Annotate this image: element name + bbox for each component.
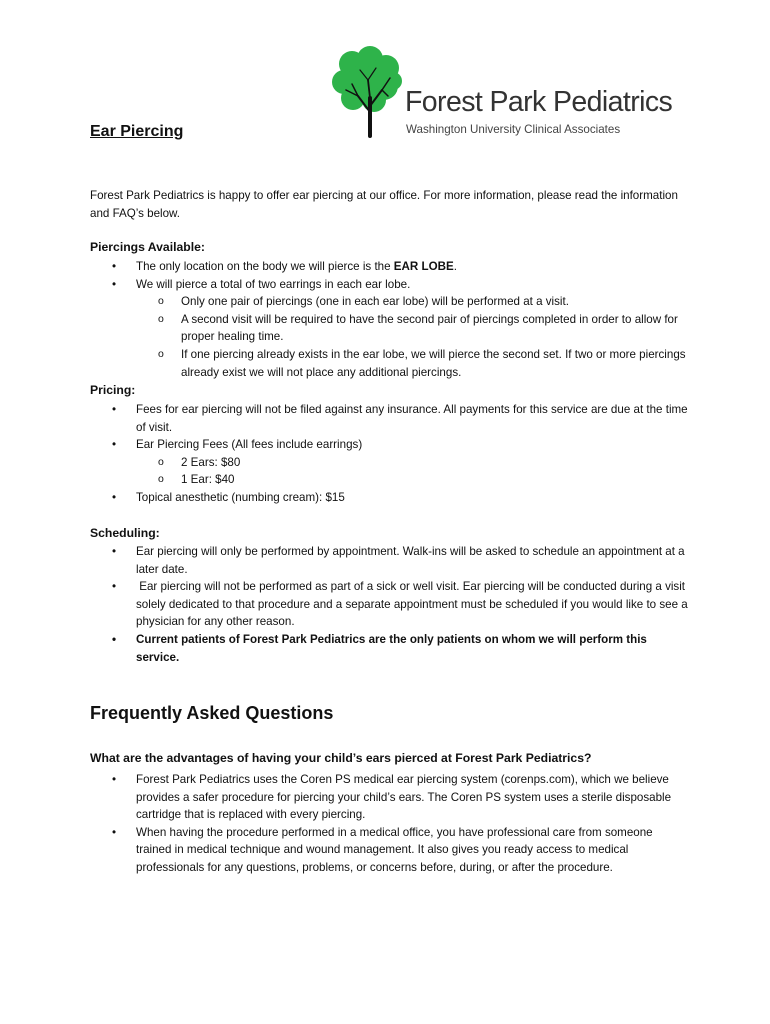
list-item xyxy=(90,436,690,489)
list-item: • Fees for ear piercing will not be filed against any insurance. All payments for this service are due at the time of visit. xyxy=(90,401,690,436)
pricing-heading: Pricing: xyxy=(90,383,136,397)
organization-name: Forest Park Pediatrics xyxy=(405,86,673,118)
scheduling-heading: Scheduling: xyxy=(90,526,160,540)
piercings-sublist xyxy=(136,293,690,381)
intro-paragraph: Forest Park Pediatrics is happy to offer ear piercing at our office. For more information, please read the information and FAQ’s below. xyxy=(90,189,678,220)
fee-item: o 2 Ears: $80 xyxy=(136,454,690,472)
page-title: Ear Piercing xyxy=(90,123,184,140)
list-item xyxy=(90,276,690,382)
pricing-list xyxy=(90,401,690,507)
list-item xyxy=(90,258,690,276)
list-item: • Topical anesthetic (numbing cream): $15 xyxy=(90,489,690,507)
sub-list-item: o A second visit will be required to have the second pair of piercings completed in order to allow for proper healing time. xyxy=(136,311,690,346)
piercings-heading: Piercings Available: xyxy=(90,240,205,254)
piercings-list xyxy=(90,258,690,381)
tree-icon xyxy=(332,46,404,138)
organization-subtitle: Washington University Clinical Associates xyxy=(406,123,621,136)
faq-answer-list xyxy=(90,771,690,877)
scheduling-list xyxy=(90,543,690,666)
faq-title: Frequently Asked Questions xyxy=(90,703,334,723)
ear-lobe-emphasis: EAR LOBE xyxy=(393,260,454,273)
list-item: • Current patients of Forest Park Pediatrics are the only patients on whom we will perform this service. xyxy=(90,631,690,666)
list-item: • Forest Park Pediatrics uses the Coren PS medical ear piercing system (corenps.com), which we believe provides a safer procedure for piercing your child’s ears. The Coren PS system uses a sterile disposable cartridge that is replaced with every piercing. xyxy=(90,771,690,824)
sub-list-item: o If one piercing already exists in the ear lobe, we will pierce the second set. If two or more piercings already exist we will not place any additional piercings. xyxy=(136,346,690,381)
piercing-location-suffix: . xyxy=(453,260,457,273)
list-item: • Ear piercing will only be performed by appointment. Walk-ins will be asked to schedule an appointment at a later date. xyxy=(90,543,690,578)
sub-list-item: o Only one pair of piercings (one in each ear lobe) will be performed at a visit. xyxy=(136,293,690,311)
forest-park-pediatrics-logo xyxy=(332,46,677,141)
list-item: • Ear piercing will not be performed as part of a sick or well visit. Ear piercing will be conducted during a visit solely dedicated to that procedure and a separate appointment must be scheduled if you would like to see a physician for any other reason. xyxy=(90,578,690,631)
fee-item: o 1 Ear: $40 xyxy=(136,471,690,489)
piercing-count-text: We will pierce a total of two earrings in each ear lobe. xyxy=(136,277,411,291)
list-item: • When having the procedure performed in a medical office, you have professional care from someone trained in medical technique and wound management. It also gives you ready access to medical professionals for any questions, problems, or concerns before, during, or after the procedure. xyxy=(90,824,690,877)
faq-question: What are the advantages of having your child’s ears pierced at Forest Park Pediatrics? xyxy=(90,751,592,765)
piercing-location-text: The only location on the body we will pierce is the xyxy=(136,260,394,273)
fees-sublist xyxy=(136,454,690,489)
fees-text: Ear Piercing Fees (All fees include earrings) xyxy=(136,438,363,452)
